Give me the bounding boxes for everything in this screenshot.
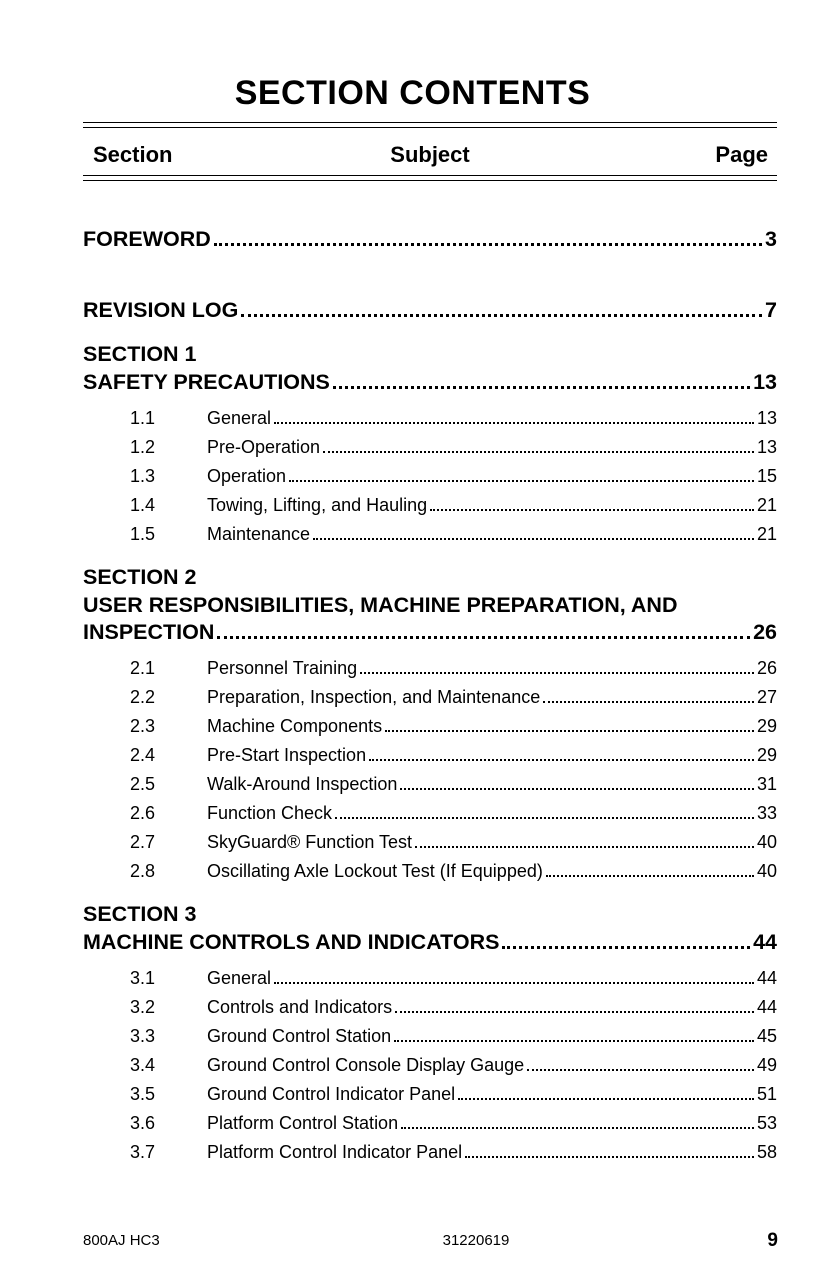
toc-subentry-title: Platform Control Indicator Panel [207, 1142, 463, 1162]
toc-subentry-number: 2.2 [130, 687, 156, 707]
toc-entry-foreword[interactable] [83, 227, 777, 255]
toc-entry-page: 13 [753, 370, 777, 394]
header-rule-top [83, 122, 777, 123]
toc-entry-title: INSPECTION [83, 620, 215, 644]
toc-subentry-3-4[interactable] [130, 1055, 777, 1079]
header-rule-top-inner [83, 127, 777, 128]
toc-subentry-title: Maintenance [207, 524, 311, 544]
toc-subentry-1-1[interactable] [130, 408, 777, 432]
toc-subentry-page: 53 [756, 1113, 777, 1133]
toc-subentry-page: 31 [756, 774, 777, 794]
toc-subentry-3-3[interactable] [130, 1026, 777, 1050]
header-rule-bottom [83, 175, 777, 176]
dot-leader [313, 538, 754, 540]
dot-leader [369, 759, 754, 761]
toc-entry-revision-log[interactable] [83, 298, 777, 326]
toc-subentry-title: Towing, Lifting, and Hauling [207, 495, 428, 515]
toc-subentry-title: Oscillating Axle Lockout Test (If Equipped) [207, 861, 543, 881]
dot-leader [394, 1040, 754, 1042]
toc-entry-page: 7 [765, 298, 777, 322]
toc-subentry-title: Controls and Indicators [207, 997, 393, 1017]
toc-subentry-number: 3.1 [130, 968, 156, 988]
dot-leader [415, 846, 754, 848]
toc-subentry-3-7[interactable] [130, 1142, 777, 1166]
footer-page-number: 9 [767, 1230, 778, 1251]
toc-subentry-page: 40 [756, 861, 777, 881]
column-header-subject: Subject [390, 142, 470, 167]
dot-leader [289, 480, 754, 482]
toc-subentry-number: 3.4 [130, 1055, 156, 1075]
toc-subentry-2-3[interactable] [130, 716, 777, 740]
toc-subentry-2-8[interactable] [130, 861, 777, 885]
toc-subentry-number: 2.1 [130, 658, 156, 678]
toc-subentry-page: 27 [756, 687, 777, 707]
toc-subentry-number: 3.2 [130, 997, 156, 1017]
dot-leader [543, 701, 754, 703]
toc-subentry-1-3[interactable] [130, 466, 777, 490]
toc-subentry-page: 44 [756, 968, 777, 988]
toc-subentry-1-4[interactable] [130, 495, 777, 519]
dot-leader [465, 1156, 754, 1158]
toc-subentry-page: 29 [756, 745, 777, 765]
toc-entry-title: REVISION LOG [83, 298, 239, 322]
dot-leader [502, 946, 750, 949]
toc-subentry-title: SkyGuard® Function Test [207, 832, 413, 852]
toc-subentry-page: 13 [756, 437, 777, 457]
toc-entry-section-3[interactable] [83, 930, 777, 958]
toc-subentry-page: 49 [756, 1055, 777, 1075]
column-header-page: Page [715, 142, 768, 167]
dot-leader [360, 672, 754, 674]
toc-subentry-page: 26 [756, 658, 777, 678]
dot-leader [401, 1127, 754, 1129]
toc-subentry-number: 1.4 [130, 495, 156, 515]
toc-entry-section-1[interactable] [83, 370, 777, 398]
toc-subentry-page: 58 [756, 1142, 777, 1162]
toc-subentry-title: Ground Control Indicator Panel [207, 1084, 456, 1104]
toc-subentry-page: 15 [756, 466, 777, 486]
toc-subentry-2-6[interactable] [130, 803, 777, 827]
toc-subentry-title: Pre-Operation [207, 437, 321, 457]
toc-subentry-title: General [207, 968, 272, 988]
toc-subentry-title: Ground Control Console Display Gauge [207, 1055, 525, 1075]
toc-subentry-number: 1.2 [130, 437, 156, 457]
column-header-section: Section [93, 142, 173, 167]
section-2-label: SECTION 2 [83, 565, 197, 589]
toc-subentry-2-1[interactable] [130, 658, 777, 682]
dot-leader [333, 386, 750, 389]
toc-subentry-title: Pre-Start Inspection [207, 745, 367, 765]
page-title: SECTION CONTENTS [234, 74, 591, 112]
toc-subentry-title: General [207, 408, 272, 428]
toc-subentry-number: 2.4 [130, 745, 156, 765]
dot-leader [458, 1098, 754, 1100]
toc-entry-title: FOREWORD [83, 227, 211, 251]
toc-subentry-page: 13 [756, 408, 777, 428]
dot-leader [274, 982, 754, 984]
toc-entry-page: 26 [753, 620, 777, 644]
toc-subentry-page: 45 [756, 1026, 777, 1046]
toc-subentry-page: 51 [756, 1084, 777, 1104]
section-3-label: SECTION 3 [83, 902, 197, 926]
dot-leader [214, 243, 762, 246]
footer-doc-number: 31220619 [442, 1232, 510, 1249]
toc-entry-section-2[interactable] [83, 620, 777, 648]
section-1-label: SECTION 1 [83, 342, 197, 366]
toc-subentry-number: 3.5 [130, 1084, 156, 1104]
dot-leader [527, 1069, 754, 1071]
dot-leader [385, 730, 754, 732]
toc-subentry-number: 1.3 [130, 466, 156, 486]
toc-subentry-number: 3.6 [130, 1113, 156, 1133]
toc-subentry-title: Walk-Around Inspection [207, 774, 398, 794]
toc-subentry-number: 1.5 [130, 524, 156, 544]
dot-leader [323, 451, 754, 453]
toc-entry-title: MACHINE CONTROLS AND INDICATORS [83, 930, 500, 954]
toc-entry-title: SAFETY PRECAUTIONS [83, 370, 330, 394]
header-rule-bottom-inner [83, 180, 777, 181]
toc-subentry-title: Platform Control Station [207, 1113, 399, 1133]
toc-subentry-number: 2.3 [130, 716, 156, 736]
dot-leader [217, 636, 750, 639]
toc-subentry-title: Preparation, Inspection, and Maintenance [207, 687, 541, 707]
toc-subentry-title: Machine Components [207, 716, 383, 736]
toc-subentry-title: Operation [207, 466, 287, 486]
dot-leader [274, 422, 754, 424]
toc-subentry-title: Function Check [207, 803, 333, 823]
toc-entry-page: 3 [765, 227, 777, 251]
toc-subentry-page: 29 [756, 716, 777, 736]
dot-leader [241, 314, 762, 317]
dot-leader [430, 509, 754, 511]
toc-subentry-title: Ground Control Station [207, 1026, 392, 1046]
toc-subentry-number: 2.5 [130, 774, 156, 794]
toc-subentry-1-5[interactable] [130, 524, 777, 548]
toc-subentry-number: 3.3 [130, 1026, 156, 1046]
dot-leader [395, 1011, 754, 1013]
dot-leader [335, 817, 754, 819]
toc-subentry-2-7[interactable] [130, 832, 777, 856]
toc-subentry-3-2[interactable] [130, 997, 777, 1021]
section-2-title-line1: USER RESPONSIBILITIES, MACHINE PREPARATION, AND [83, 593, 678, 617]
toc-subentry-number: 2.7 [130, 832, 156, 852]
footer-model: 800AJ HC3 [83, 1232, 160, 1249]
toc-subentry-number: 3.7 [130, 1142, 156, 1162]
toc-subentry-number: 1.1 [130, 408, 156, 428]
dot-leader [546, 875, 754, 877]
toc-subentry-3-6[interactable] [130, 1113, 777, 1137]
toc-subentry-page: 44 [756, 997, 777, 1017]
toc-subentry-number: 2.8 [130, 861, 156, 881]
toc-subentry-page: 21 [756, 524, 777, 544]
toc-subentry-page: 33 [756, 803, 777, 823]
toc-entry-page: 44 [753, 930, 777, 954]
toc-subentry-3-5[interactable] [130, 1084, 777, 1108]
toc-subentry-number: 2.6 [130, 803, 156, 823]
toc-subentry-2-2[interactable] [130, 687, 777, 711]
toc-subentry-page: 40 [756, 832, 777, 852]
toc-subentry-title: Personnel Training [207, 658, 358, 678]
toc-subentry-3-1[interactable] [130, 968, 777, 992]
toc-subentry-page: 21 [756, 495, 777, 515]
toc-subentry-2-5[interactable] [130, 774, 777, 798]
dot-leader [400, 788, 754, 790]
toc-subentry-1-2[interactable] [130, 437, 777, 461]
toc-subentry-2-4[interactable] [130, 745, 777, 769]
